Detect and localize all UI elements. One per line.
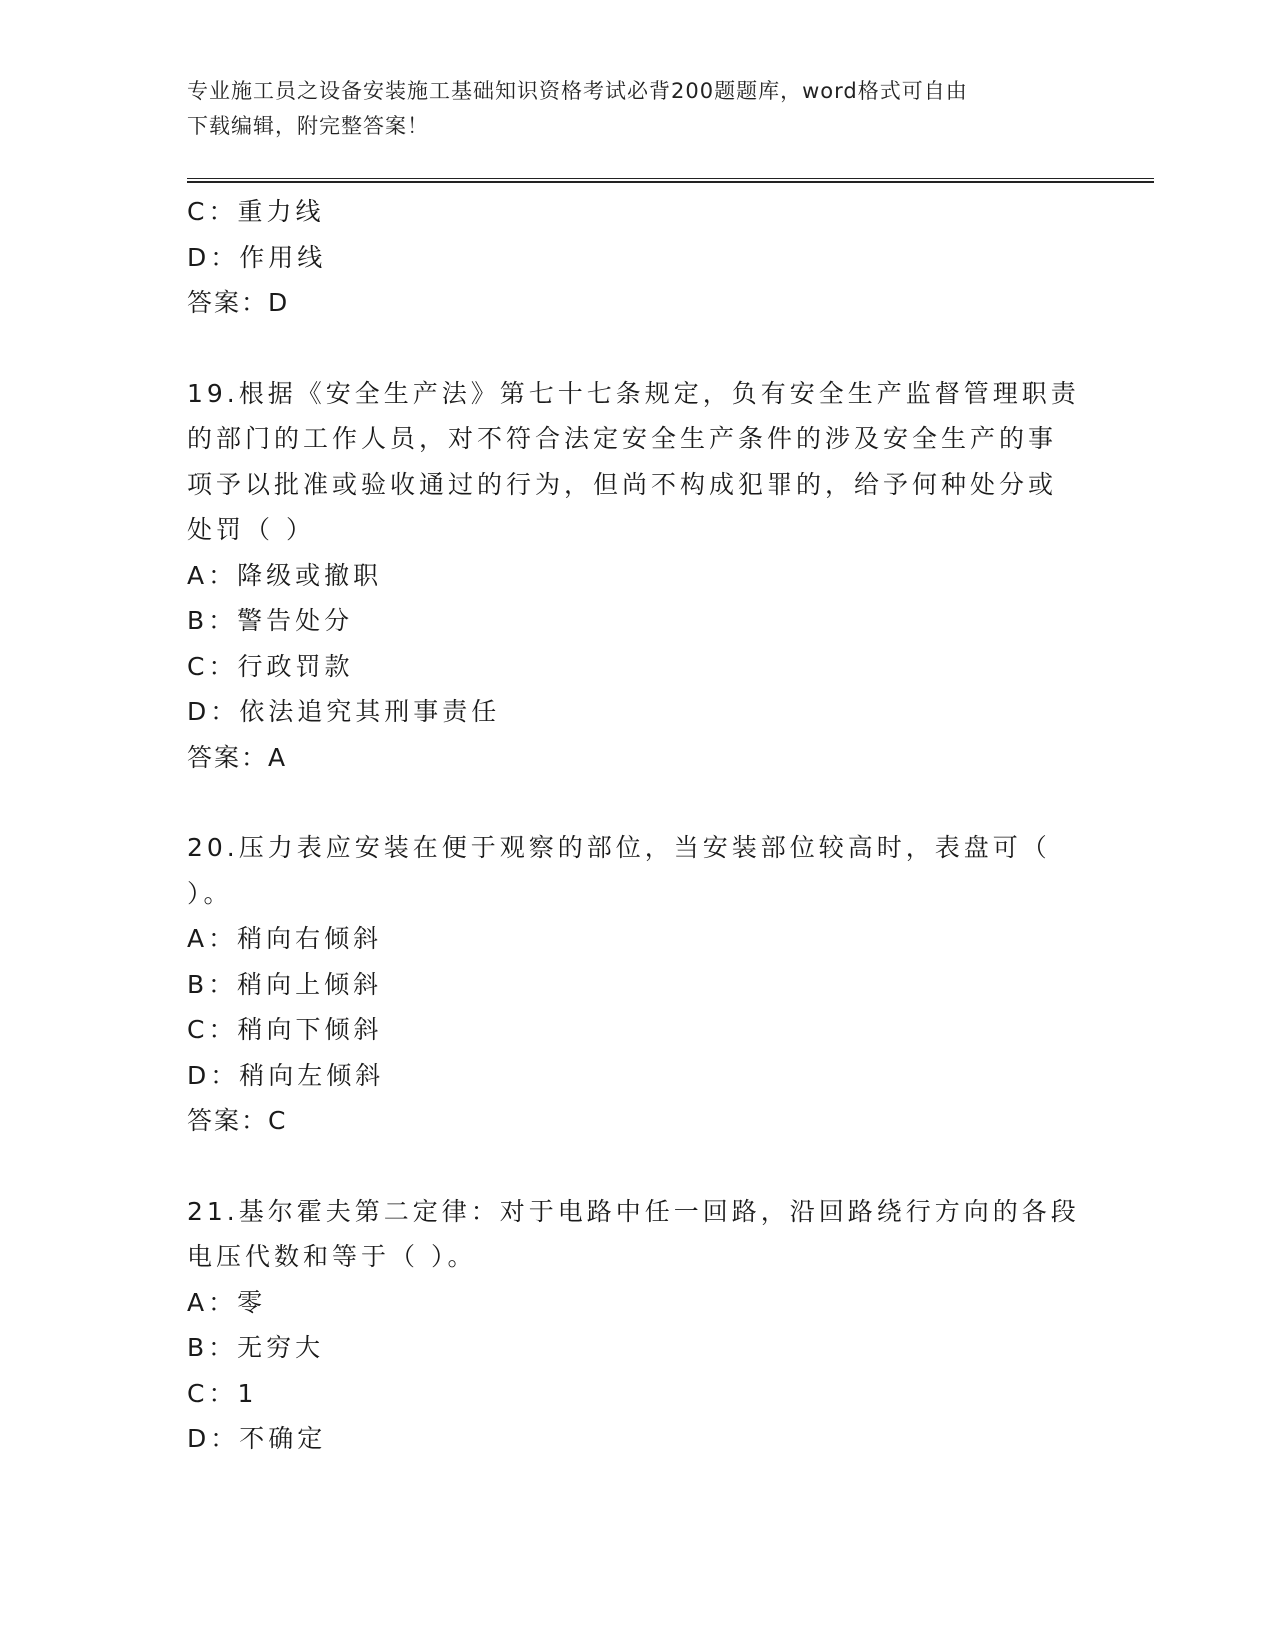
- question-text-line: 的部门的工作人员，对不符合法定安全生产条件的涉及安全生产的事: [187, 424, 1058, 453]
- question-list: [187, 189, 1087, 1462]
- question-19: [187, 371, 1087, 781]
- page-header: [187, 74, 1067, 144]
- question-21: [187, 1189, 1087, 1462]
- option-a: A：稍向右倾斜: [187, 924, 383, 953]
- spacer: [187, 1144, 1087, 1189]
- option-d: D：依法追究其刑事责任: [187, 697, 501, 726]
- answer: 答案：D: [187, 288, 290, 317]
- question-text-line: 21.基尔霍夫第二定律：对于电路中任一回路，沿回路绕行方向的各段: [187, 1196, 1080, 1226]
- spacer: [187, 780, 1087, 825]
- question-text-line: 项予以批准或验收通过的行为，但尚不构成犯罪的，给予何种处分或: [187, 469, 1058, 499]
- option-c: C：行政罚款: [187, 651, 354, 681]
- option-c: C：1: [187, 1378, 258, 1408]
- option-d: D：不确定: [187, 1424, 327, 1453]
- question-text-line: 20.压力表应安装在便于观察的部位，当安装部位较高时，表盘可（: [187, 833, 1051, 862]
- option-d: D：作用线: [187, 242, 327, 272]
- option-c: C：稍向下倾斜: [187, 1015, 383, 1044]
- header-title-line-1: 专业施工员之设备安装施工基础知识资格考试必背200题题库，word格式可自由: [187, 79, 968, 103]
- header-title-line-2: 下载编辑，附完整答案！: [187, 114, 429, 138]
- option-b: B：无穷大: [187, 1333, 325, 1362]
- answer: 答案：A: [187, 742, 288, 772]
- option-a: A：零: [187, 1287, 267, 1317]
- option-b: B：稍向上倾斜: [187, 969, 383, 999]
- option-a: A：降级或撤职: [187, 560, 383, 590]
- question-text-line: ）。: [187, 878, 233, 908]
- question-text-line: 电压代数和等于（ ）。: [187, 1242, 477, 1271]
- question-text-line: 处罚（ ）: [187, 515, 315, 544]
- answer: 答案：C: [187, 1106, 288, 1135]
- question-20: [187, 825, 1087, 1144]
- spacer: [187, 326, 1087, 371]
- question-18-continued: [187, 189, 1087, 326]
- header-divider: [187, 178, 1154, 183]
- option-c: C：重力线: [187, 197, 325, 226]
- question-text-line: 19.根据《安全生产法》第七十七条规定，负有安全生产监督管理职责: [187, 378, 1080, 408]
- option-d: D：稍向左倾斜: [187, 1060, 385, 1090]
- option-b: B：警告处分: [187, 606, 354, 635]
